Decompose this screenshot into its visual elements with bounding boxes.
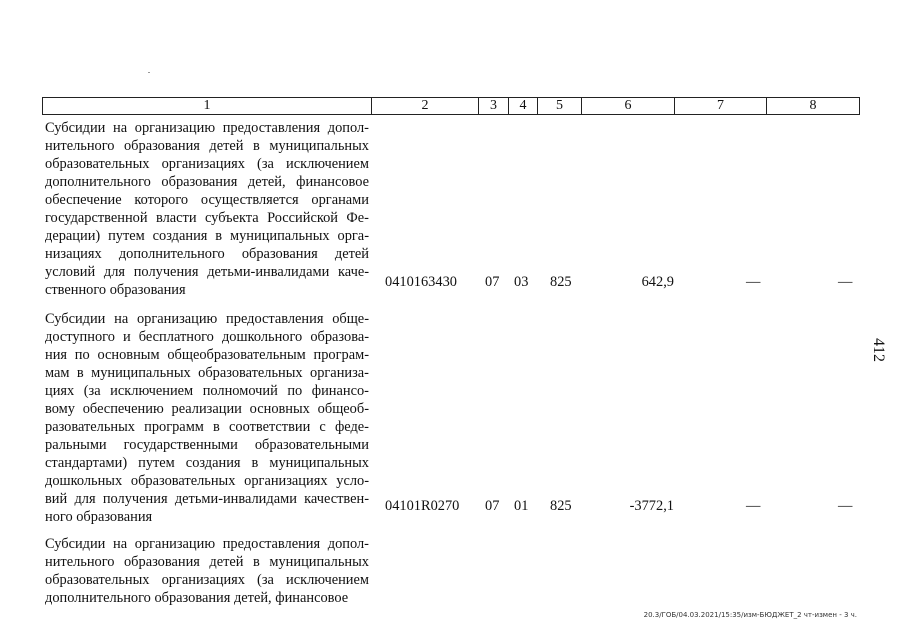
description-line: вому обеспечению реализации основных общеоб-	[45, 401, 369, 417]
description-line: циях (за исключением полномочий по финансо-	[45, 383, 369, 399]
description-line: разовательных программ в соответствии с феде-	[45, 419, 369, 435]
description-line: ния по основным общеобразовательным програм-	[45, 347, 370, 363]
description-line: ного образования	[45, 509, 153, 525]
description-line: ральными государственными образовательными	[45, 437, 369, 453]
description-line: доступного и бесплатного дошкольного образова-	[45, 329, 369, 345]
header-col-4: 4	[509, 98, 538, 115]
description-line: образовательных организациях (за исключением	[45, 156, 369, 172]
row-description	[45, 119, 369, 299]
row-col8-dash: —	[838, 274, 853, 290]
scan-speck	[148, 72, 150, 73]
row-col7-dash: —	[746, 498, 761, 514]
row-subsection: 03	[514, 274, 529, 290]
row-amount: -3772,1	[629, 498, 674, 514]
header-col-2: 2	[372, 98, 479, 115]
row-amount: 642,9	[641, 274, 674, 290]
row-section: 07	[485, 498, 500, 514]
page-number: 412	[870, 338, 887, 362]
description-line: дерации) путем создания в муниципальных орга-	[45, 228, 369, 244]
header-col-7: 7	[675, 98, 767, 115]
header-col-1: 1	[43, 98, 372, 115]
footer-stamp: 20.3/ГОБ/04.03.2021/15:35/изм-БЮДЖЕТ_2 чт-измен - 3 ч.	[643, 611, 857, 619]
description-line: государственной власти субъекта Российской Фе-	[45, 210, 369, 226]
description-line: нительного образования детей в муниципальных	[45, 554, 369, 570]
row-description	[45, 535, 369, 607]
description-line: дошкольных образовательных организациях усло-	[45, 473, 370, 489]
description-line: мам в муниципальных образовательных организа-	[45, 365, 369, 381]
description-line: стандартами) путем создания в муниципальных	[45, 455, 369, 471]
description-line: Субсидии на организацию предоставления допол-	[45, 120, 369, 136]
description-line: Субсидии на организацию предоставления допол-	[45, 536, 369, 552]
row-col8-dash: —	[838, 498, 853, 514]
table-header	[42, 97, 860, 115]
description-line: дополнительного образования детей, финансовое	[45, 174, 369, 190]
row-code: 04101R0270	[385, 498, 460, 514]
header-col-8: 8	[767, 98, 860, 115]
description-line: ственного образования	[45, 282, 186, 298]
header-col-6: 6	[582, 98, 675, 115]
description-line: низациях дополнительного образования детей	[45, 246, 369, 262]
row-type: 825	[550, 274, 572, 290]
row-subsection: 01	[514, 498, 529, 514]
row-type: 825	[550, 498, 572, 514]
description-line: нительного образования детей в муниципальных	[45, 138, 369, 154]
row-code: 0410163430	[385, 274, 457, 290]
header-col-5: 5	[538, 98, 582, 115]
description-line: образовательных организациях (за исключением	[45, 572, 369, 588]
description-line: вий для получения детьми-инвалидами качествен-	[45, 491, 369, 507]
description-line: дополнительного образования детей, финансовое	[45, 590, 349, 606]
row-section: 07	[485, 274, 500, 290]
row-col7-dash: —	[746, 274, 761, 290]
header-col-3: 3	[479, 98, 509, 115]
description-line: Субсидии на организацию предоставления обще-	[45, 311, 369, 327]
description-line: условий для получения детьми-инвалидами каче-	[45, 264, 370, 280]
description-line: обеспечение которого осуществляется органами	[45, 192, 369, 208]
header-row	[43, 98, 860, 115]
row-description	[45, 310, 369, 526]
